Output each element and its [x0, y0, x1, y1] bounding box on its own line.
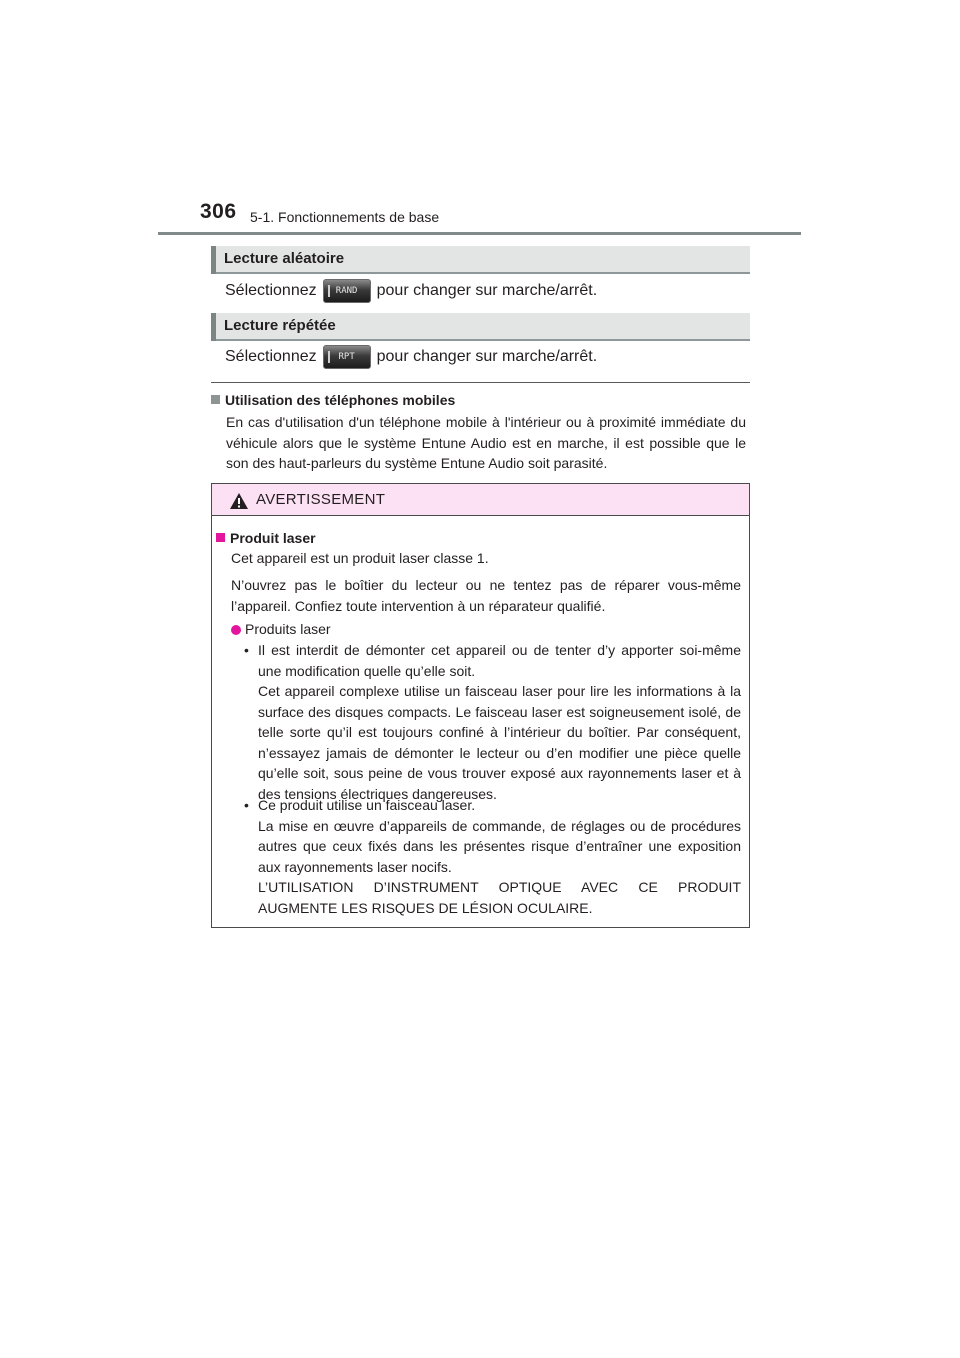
section-heading-random — [211, 246, 750, 274]
square-bullet-icon — [216, 533, 225, 542]
warning-list-item — [244, 640, 741, 804]
warning-box — [211, 483, 750, 928]
instruction-random — [225, 279, 597, 303]
warning-item-text: Ce produit utilise un faisceau laser. — [258, 797, 476, 813]
square-bullet-icon — [211, 395, 220, 404]
note-heading — [211, 392, 455, 408]
note-title: Utilisation des téléphones mobiles — [225, 392, 456, 408]
section-bar — [211, 313, 216, 341]
instruction-text: Sélectionnez — [225, 282, 317, 299]
section-bar — [211, 246, 216, 274]
warning-header — [212, 484, 749, 516]
section-heading-repeat — [211, 313, 750, 341]
instruction-repeat — [225, 345, 597, 369]
note-body: En cas d'utilisation d'un téléphone mobile à l'intérieur ou à proximité immédiate du véhicule alors que le système Entune Audio est en marche, il est possible que le son des haut-parleurs du système Entune Audio soit parasité. — [226, 414, 746, 471]
page-number: 306 — [200, 200, 237, 223]
header-divider — [158, 232, 801, 235]
section-title: Lecture répétée — [224, 317, 336, 334]
warning-paragraph: N’ouvrez pas le boîtier du lecteur ou ne tentez pas de réparer vous-même l’appareil. Confiez toute intervention à un réparateur qualifié. — [231, 577, 741, 614]
instruction-text: Sélectionnez — [225, 348, 317, 365]
list-bullet: • — [244, 797, 249, 813]
rpt-button[interactable]: RPT — [323, 345, 371, 369]
instruction-text: pour changer sur marche/arrêt. — [376, 282, 598, 299]
circle-bullet-icon — [231, 625, 241, 635]
warning-list-item — [244, 795, 741, 918]
warning-item-text: La mise en œuvre d’appareils de commande, de réglages ou de procédures autres que ceux fixés dans les présentes risque d’entraîner une exposition aux rayonnements laser nocifs. — [258, 817, 741, 875]
warning-paragraph: Cet appareil est un produit laser classe 1. — [231, 550, 489, 566]
list-bullet: • — [244, 642, 249, 658]
section-divider — [211, 382, 750, 383]
warning-item-text: Il est interdit de démonter cet appareil ou de tenter d’y apporter soi-même une modification quelle qu’elle soit. — [258, 642, 741, 679]
warning-subtitle: Produit laser — [230, 530, 316, 546]
instruction-text: pour changer sur marche/arrêt. — [376, 348, 598, 365]
warning-subsection-title: Produits laser — [245, 621, 331, 637]
warning-subheading — [216, 528, 316, 549]
warning-item-text: L’UTILISATION D’INSTRUMENT OPTIQUE AVEC CE PRODUIT AUGMENTE LES RISQUES DE LÉSION OCULAIRE. — [258, 879, 741, 916]
warning-subsection — [231, 619, 331, 640]
warning-item-text: Cet appareil complexe utilise un faisceau laser pour lire les informations à la surface des disques compacts. Le faisceau laser est soigneusement isolé, de telle sorte qu’il est toujours confiné à l’intérieur du boîtier. Par conséquent, n’essayez jamais de démonter le lecteur ou d’en modifier une pièce quelle qu’elle soit, sous peine de vous trouver exposé aux rayonnements laser et à des tensions électriques dangereuses. — [258, 683, 741, 802]
chapter-title: 5-1. Fonctionnements de base — [250, 209, 440, 225]
rand-button[interactable]: RAND — [323, 279, 371, 303]
warning-triangle-icon — [229, 492, 249, 510]
section-title: Lecture aléatoire — [224, 250, 345, 267]
warning-title: AVERTISSEMENT — [256, 491, 386, 508]
